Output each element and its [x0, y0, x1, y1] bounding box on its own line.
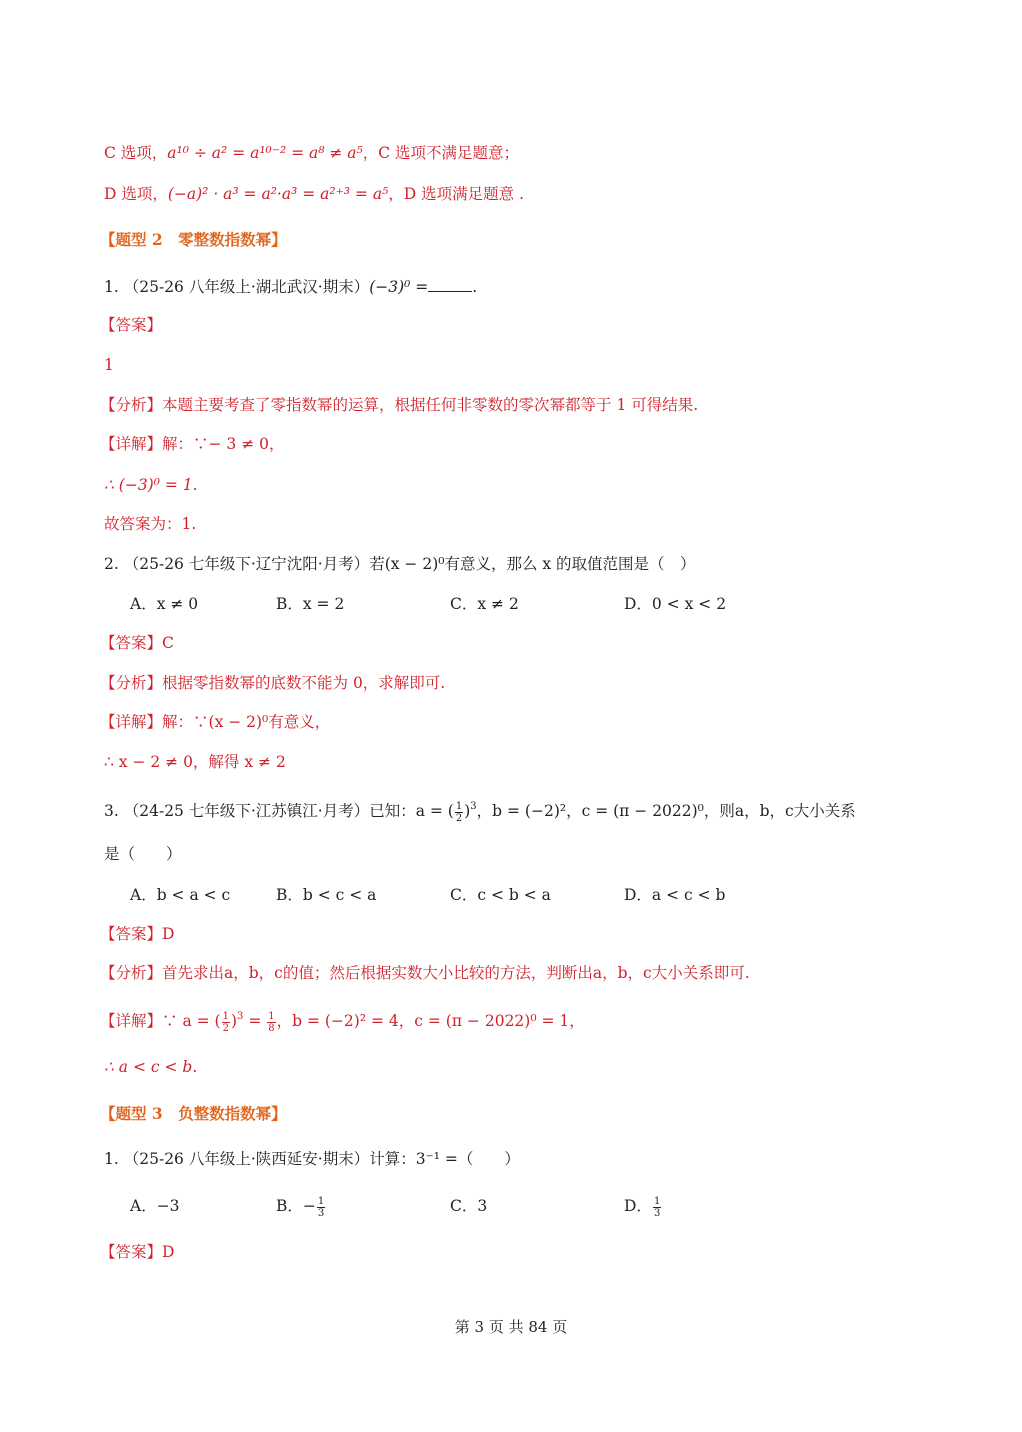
question-text: 已知：a = [369, 802, 448, 820]
question-text-cont: ，b = (−2)²，c = (π − 2022)⁰，则a，b，c大小关系 [476, 802, 856, 820]
question-3: 3. （24-25 七年级下·江苏镇江·月考）已知：a = ( $\frac{1}{2}$ )$^3$，b = (−2)²，c = (π − 2022)⁰，则a，b，c大小关系 [104, 800, 856, 824]
fraction-denominator: 3 [317, 1207, 325, 1219]
fraction-numerator: 1 [222, 1010, 229, 1022]
detail-text-cont: ，b = (−2)² = 4，c = (π − 2022)⁰ = 1， [276, 1012, 585, 1030]
detail-line: 【详解】∵ a = ( $\frac{1}{2}$ )$^3$ = $\frac{1}{8}$ ，b = (−2)² = 4，c = (π − 2022)⁰ = 1， [100, 1010, 585, 1034]
fraction-half [222, 1011, 230, 1034]
question-number: 1. [104, 1150, 119, 1168]
c-option-math: a¹⁰ ÷ a² = a¹⁰⁻² = a⁸ ≠ a⁵ [167, 144, 363, 162]
detail-equals: = [243, 1012, 267, 1030]
question-source: （25-26 八年级上·陕西延安·期末） [123, 1150, 370, 1168]
c-option-suffix: ，C 选项不满足题意； [362, 144, 520, 162]
detail-text: 解：∵− 3 ≠ 0， [162, 435, 285, 453]
answer-label: 【答案】 [100, 1243, 163, 1261]
detail-text: 解：∵(x − 2)⁰有意义， [162, 713, 331, 731]
section-heading-type2: 【题型 2 零整数指数幂】 [100, 230, 287, 249]
answer-value: 1 [104, 356, 114, 374]
answer-blank [428, 277, 472, 292]
option-d: D．0 < x < 2 [624, 595, 727, 613]
page-footer: 第 3 页 共 84 页 [454, 1318, 568, 1336]
c-option-prefix: C 选项， [104, 144, 168, 162]
detail-label: 【详解】 [100, 713, 163, 731]
fraction-third [317, 1196, 325, 1219]
fraction-third [653, 1196, 661, 1219]
fraction-numerator: 1 [653, 1195, 661, 1207]
question-3-continued: 是（ ） [104, 845, 182, 863]
question-4 [104, 1148, 520, 1170]
question-end: . [472, 278, 478, 296]
answer-line [100, 632, 174, 654]
answer-value: D [162, 925, 175, 943]
question-source: （24-25 七年级下·江苏镇江·月考） [123, 802, 370, 820]
analysis-text: 首先求出a，b，c的值；然后根据实数大小比较的方法，判断出a，b，c大小关系即可. [162, 964, 750, 982]
detail-line [100, 433, 285, 455]
fraction-numerator: 1 [268, 1010, 275, 1022]
answer-value: D [162, 1243, 175, 1261]
fraction-denominator: 2 [455, 812, 463, 824]
question-source: （25-26 七年级下·辽宁沈阳·月考） [123, 555, 370, 573]
fraction-eighth [267, 1011, 275, 1034]
answer-label: 【答案】 [100, 925, 163, 943]
option-d: D．a < c < b [624, 886, 726, 904]
answer-label: 【答案】 [100, 634, 163, 652]
option-a: A．x ≠ 0 [130, 595, 199, 613]
solution-step: ∴ (−3)⁰ = 1. [104, 476, 198, 494]
question-1 [104, 276, 477, 298]
solution-step: ∴ a < c < b. [104, 1058, 198, 1076]
fraction-denominator: 3 [653, 1207, 661, 1219]
detail-label: 【详解】 [100, 1012, 163, 1030]
fraction-numerator: 1 [317, 1195, 325, 1207]
analysis-label: 【分析】 [100, 674, 163, 692]
analysis-label: 【分析】 [100, 396, 163, 414]
conclusion: 故答案为：1. [104, 515, 197, 533]
question-math: (−3)⁰ = [369, 278, 429, 296]
option-a: A．b < a < c [130, 886, 231, 904]
fraction-denominator: 8 [268, 1022, 275, 1034]
answer-line [100, 923, 174, 945]
question-source: （25-26 八年级上·湖北武汉·期末） [123, 278, 370, 296]
d-option-suffix: ，D 选项满足题意 . [388, 185, 525, 203]
option-b-prefix: B．− [276, 1197, 316, 1215]
question-number: 1. [104, 278, 119, 296]
option-c: C．3 [450, 1197, 488, 1215]
fraction-numerator: 1 [455, 800, 463, 812]
answer-value: C [162, 634, 174, 652]
question-2 [104, 553, 696, 575]
d-option-prefix: D 选项， [104, 185, 168, 203]
c-option-line [104, 142, 519, 164]
d-option-math: (−a)² · a³ = a²·a³ = a²⁺³ = a⁵ [167, 185, 389, 203]
fraction-half [455, 801, 463, 824]
option-a: A．−3 [130, 1197, 180, 1215]
analysis-line [100, 394, 698, 416]
question-text: 计算：3⁻¹ =（ ） [369, 1150, 520, 1168]
option-b: B．x = 2 [276, 595, 345, 613]
d-option-line [104, 183, 524, 205]
option-b: B．b < c < a [276, 886, 377, 904]
analysis-text: 本题主要考查了零指数幂的运算，根据任何非零数的零次幂都等于 1 可得结果. [162, 396, 699, 414]
question-number: 3. [104, 802, 119, 820]
option-c: C．c < b < a [450, 886, 551, 904]
detail-text: ∵ a = [162, 1012, 215, 1030]
answer-line [100, 1241, 174, 1263]
analysis-line [100, 962, 750, 984]
option-b [276, 1195, 326, 1219]
option-c: C．x ≠ 2 [450, 595, 519, 613]
analysis-line [100, 672, 445, 694]
option-d-prefix: D． [624, 1197, 652, 1215]
question-text: 若(x − 2)⁰有意义，那么 x 的取值范围是（ ） [369, 555, 696, 573]
answer-label: 【答案】 [100, 316, 163, 334]
detail-line [100, 711, 330, 733]
section-heading-type3: 【题型 3 负整数指数幂】 [100, 1104, 287, 1123]
analysis-text: 根据零指数幂的底数不能为 0，求解即可. [162, 674, 446, 692]
analysis-label: 【分析】 [100, 964, 163, 982]
detail-label: 【详解】 [100, 435, 163, 453]
question-number: 2. [104, 555, 119, 573]
solution-step: ∴ x − 2 ≠ 0，解得 x ≠ 2 [104, 753, 286, 771]
option-d [624, 1195, 662, 1219]
fraction-denominator: 2 [222, 1022, 229, 1034]
